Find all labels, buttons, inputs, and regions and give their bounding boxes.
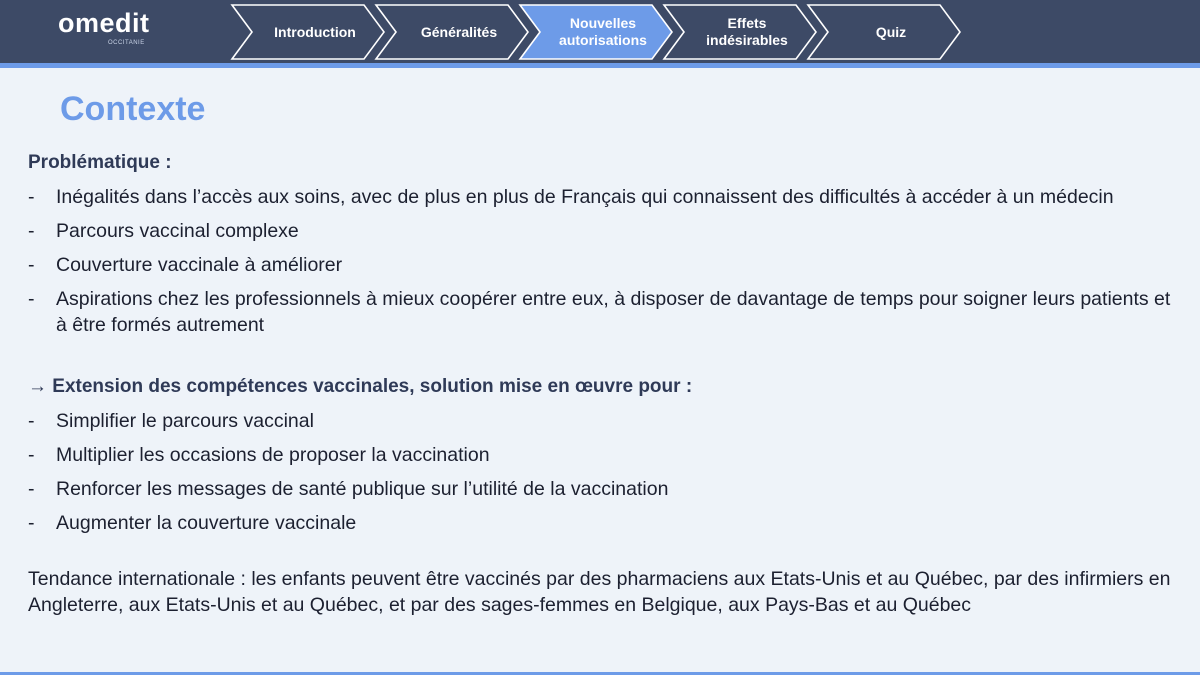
logo-wordmark: omedit [58, 8, 150, 38]
bullet-dash: - [28, 478, 35, 500]
list-item [28, 510, 1178, 536]
list-item-text: Renforcer les messages de santé publique sur l’utilité de la vaccination [56, 478, 669, 500]
nav-step-1[interactable] [394, 4, 524, 60]
nav-step-label: Quiz [875, 23, 907, 40]
page-title: Contexte [60, 90, 206, 128]
bullet-dash: - [28, 220, 35, 242]
nav-step-label: indésirables [706, 32, 788, 48]
international-trend: Tendance internationale : les enfants peuvent être vaccinés par des pharmaciens aux Etats-Unis et au Québec, par des infirmiers en Angleterre, aux Etats-Unis et au Québec, et par des sages-femmes en Belgique, aux Pays-Bas et au Québec [28, 568, 1171, 616]
list-item [28, 408, 1178, 434]
list-item-text: Multiplier les occasions de proposer la vaccination [56, 444, 490, 466]
list-item [28, 252, 1178, 278]
list-item [28, 184, 1178, 210]
bullet-dash: - [28, 288, 35, 310]
list-item-text: Simplifier le parcours vaccinal [56, 410, 314, 432]
list-item-text: Aspirations chez les professionnels à mieux coopérer entre eux, à disposer de davantage de temps pour soigner leurs patients et à être formés autrement [56, 288, 1171, 336]
arrow-icon: → [28, 376, 47, 397]
progress-nav [230, 4, 975, 60]
bullet-dash: - [28, 410, 35, 432]
list-item-text: Couverture vaccinale à améliorer [56, 254, 343, 276]
list-item [28, 476, 1178, 502]
header-bar [0, 0, 1200, 63]
nav-step-4[interactable] [826, 4, 956, 60]
list-item-text: Inégalités dans l’accès aux soins, avec de plus en plus de Français qui connaissent des difficultés à accéder à un médecin [56, 186, 1114, 208]
omedit-logo[interactable] [58, 8, 158, 48]
problem-heading: Problématique : [28, 152, 172, 173]
slide-content [28, 150, 1178, 618]
solution-heading-row [28, 374, 1178, 400]
nav-step-2[interactable] [538, 4, 668, 60]
nav-step-label: Effets [727, 15, 767, 31]
nav-step-label: Introduction [274, 23, 356, 40]
solution-heading: Extension des compétences vaccinales, solution mise en œuvre pour : [52, 376, 693, 397]
bullet-dash: - [28, 254, 35, 276]
nav-step-3[interactable] [682, 4, 812, 60]
bullet-dash: - [28, 512, 35, 534]
nav-step-label: autorisations [559, 32, 647, 48]
list-item-text: Parcours vaccinal complexe [56, 220, 299, 242]
list-item [28, 442, 1178, 468]
solution-list [28, 408, 1178, 536]
bullet-dash: - [28, 186, 35, 208]
header-divider [0, 63, 1200, 68]
list-item [28, 218, 1178, 244]
nav-step-label: Généralités [420, 23, 498, 40]
logo-subtext: OCCITANIE [108, 40, 145, 46]
list-item-text: Augmenter la couverture vaccinale [56, 512, 357, 534]
nav-step-0[interactable] [250, 4, 380, 60]
nav-step-label: Nouvelles [569, 15, 637, 31]
problem-list [28, 184, 1178, 338]
list-item [28, 286, 1178, 338]
bullet-dash: - [28, 444, 35, 466]
